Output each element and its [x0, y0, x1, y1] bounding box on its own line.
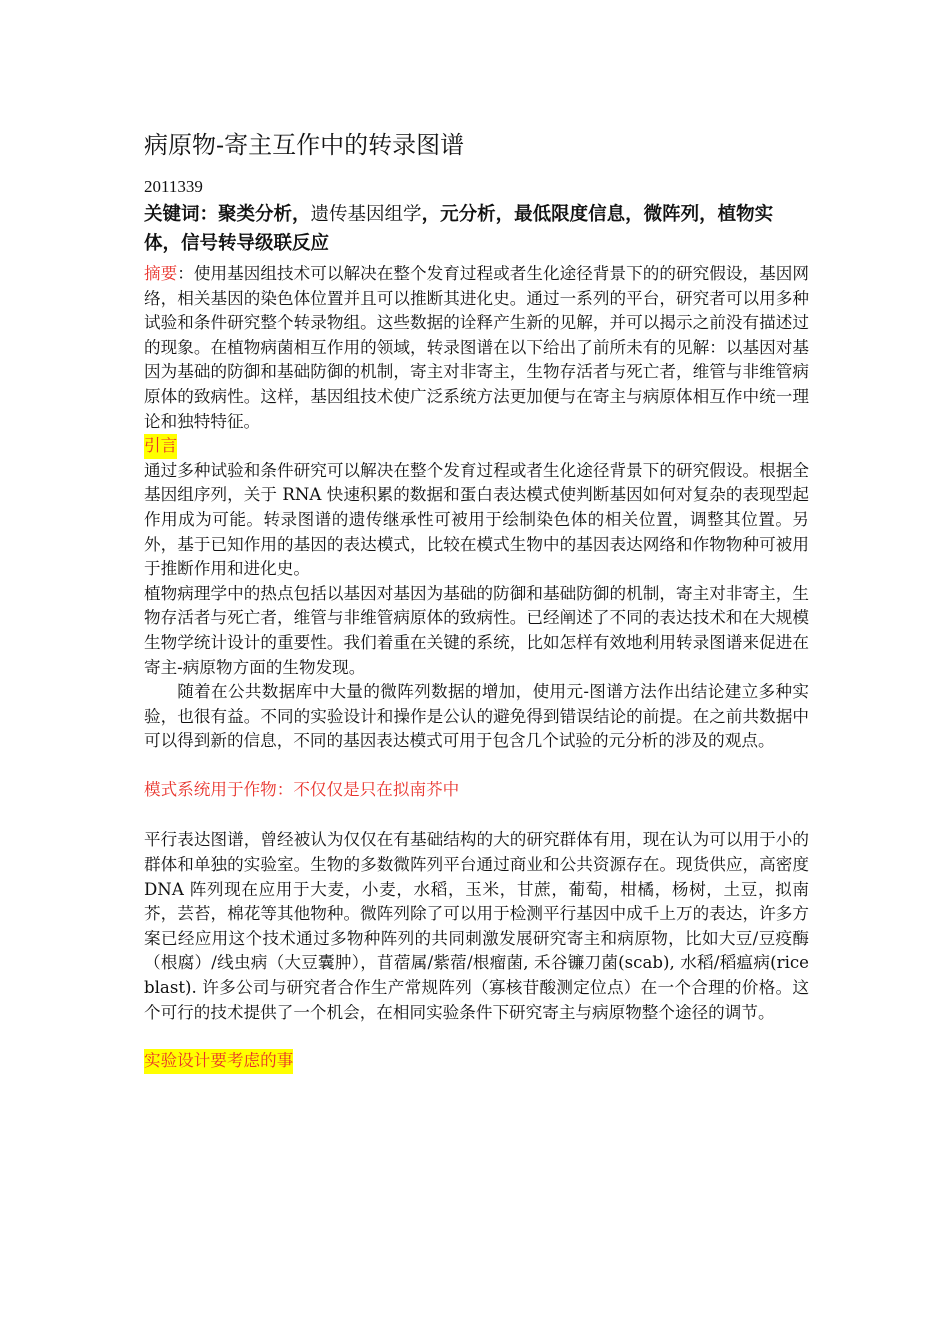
intro-heading: 引言 — [144, 434, 177, 459]
abstract-text: 使用基因组技术可以解决在整个发育过程或者生化途径背景下的的研究假设，基因网络，相关基因的染色体位置并且可以推断其进化史。通过一系列的平台，研究者可以用多种试验和条件研究整个转录物组。这些数据的诠释产生新的见解，并可以揭示之前没有描述过的现象。在植物病菌相互作用的领域，转录图谱在以下给出了前所未有的见解：以基因对基因为基础的防御和基础防御的机制，寄主对非寄主，生物存活者与死亡者，维管与非维管病原体的致病性。这样，基因组技术使广泛系统方法更加便与在寄主与病原体相互作中统一理论和独特特征。 — [144, 264, 810, 431]
spacer — [144, 802, 809, 828]
keyword-item: ，元分析，最低限度信息，微阵列，植物实体，信号转导级联反应 — [144, 204, 774, 254]
document-id: 2011339 — [144, 177, 203, 196]
section2-heading: 模式系统用于作物：不仅仅是只在拟南芥中 — [144, 779, 460, 799]
section3-heading-line — [144, 1049, 809, 1074]
document-title: 病原物-寄主互作中的转录图谱 — [144, 131, 465, 159]
keyword-item: 聚类分析 — [218, 204, 293, 225]
keywords-line — [144, 200, 809, 258]
document-page — [144, 128, 809, 1074]
intro-paragraph-1: 通过多种试验和条件研究可以解决在整个发育过程或者生化途径背景下的研究假设。根据全基因组序列，关于 RNA 快速积累的数据和蛋白表达模式使判断基因如何对复杂的表现型起作用成为可能。转录图谱的遗传继承性可被用于绘制染色体的相关位置，调整其位置。另外，基于已知作用的基因的表达模式，比较在模式生物中的基因表达网络和作物物种可被用于推断作用和进化史。 — [144, 460, 809, 579]
intro-paragraph-2: 植物病理学中的热点包括以基因对基因为基础的防御和基础防御的机制，寄主对非寄主，生物存活者与死亡者，维管与非维管病原体的致病性。已经阐述了不同的表达技术和在大规模生物学统计设计的重要性。我们着重在关键的系统，比如怎样有效地利用转录图谱来促进在寄主-病原物方面的生物发现。 — [144, 583, 809, 677]
abstract-colon: ： — [177, 264, 194, 283]
keyword-item: 遗传基因组学 — [310, 204, 422, 225]
intro-paragraph-3: 随着在公共数据库中大量的微阵列数据的增加，使用元-图谱方法作出结论建立多种实验，也很有益。不同的实验设计和操作是公认的避免得到错误结论的前提。在之前共数据中可以得到新的信息，不同的基因表达模式可用于包含几个试验的元分析的涉及的观点。 — [144, 682, 809, 751]
keywords-label: 关键词： — [144, 204, 219, 225]
section3-heading: 实验设计要考虑的事 — [144, 1049, 293, 1074]
intro-heading-line — [144, 434, 809, 459]
keyword-item: ， — [292, 204, 311, 225]
abstract-label: 摘要 — [144, 264, 178, 283]
section2-paragraph: 平行表达图谱，曾经被认为仅仅在有基础结构的大的研究群体有用，现在认为可以用于小的群体和单独的实验室。生物的多数微阵列平台通过商业和公共资源存在。现货供应，高密度 DNA 阵列现在应用于大麦，小麦，水稻，玉米，甘蔗，葡萄，柑橘，杨树，土豆，拟南芥，芸苔，棉花等其他物种。微阵列除了可以用于检测平行基因中成千上万的表达，许多方案已经应用这个技术通过多物种阵列的共同刺激发展研究寄主和病原物，比如大豆/豆疫酶（根腐）/线虫病（大豆囊肿），苜蓿属/紫蓿/根瘤菌, 禾谷镰刀菌(scab), 水稻/稻瘟病(rice blast). 许多公司与研究者合作生产常规阵列（寡核苷酸测定位点）在一个合理的价格。这个可行的技术提供了一个机会，在相同实验条件下研究寄主与病原物整个途径的调节。 — [144, 830, 809, 1022]
abstract-paragraph — [144, 262, 809, 434]
spacer — [144, 1025, 809, 1049]
spacer — [144, 754, 809, 778]
